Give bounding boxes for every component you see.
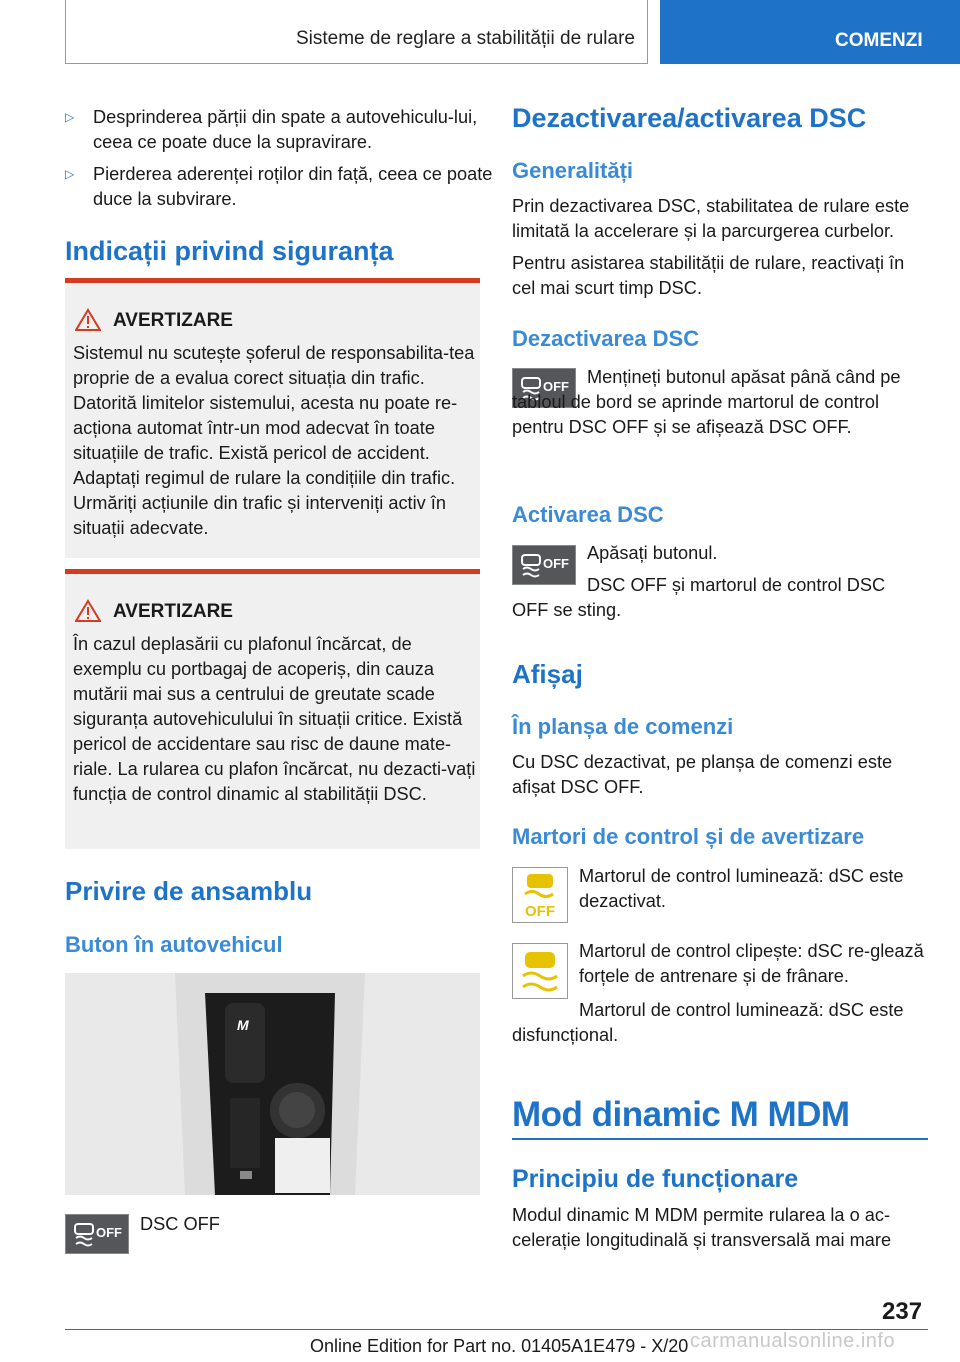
- lamp2-malfunction-text: Martorul de control luminează: dSC este disfuncțional.: [512, 1000, 904, 1045]
- deactivate-heading: Dezactivarea DSC: [512, 326, 700, 351]
- deactivate-text: Mențineți butonul apăsat până când pe tabloul de bord se aprinde martorul de control pentru DSC OFF și se afișează DSC OFF.: [512, 367, 901, 437]
- warning-text: Sistemul nu scutește șoferul de responsabilita-tea proprie de a evalua corect situația din trafic. Datorită limitelor sistemului, acesta nu poate re-acționa automat într-un mod adecvat în toate situațiile de trafic. Există pericol de accident. Adaptați regimul de rulare la condițiile din trafic. Urmăriți acțiunile din trafic și interveniți activ în situații adecvate.: [73, 343, 475, 538]
- lamp1-text: Martorul de control luminează: dSC este dezactivat.: [579, 866, 904, 911]
- header-bar: [65, 0, 648, 64]
- general-paragraph-2: Pentru asistarea stabilității de rulare, reactivați în cel mai scurt timp DSC.: [512, 253, 905, 298]
- page-number: 237: [882, 1298, 923, 1325]
- instrument-heading: În planșa de comenzi: [512, 714, 734, 739]
- principle-heading: Principiu de funcționare: [512, 1165, 799, 1193]
- warning-box: [65, 569, 480, 849]
- general-paragraph-1: Prin dezactivarea DSC, stabilitatea de rulare este limitată la accelerare și la parcurgerea curbelor.: [512, 196, 910, 241]
- warning-text: În cazul deplasării cu plafonul încărcat, de exemplu cu portbagaj de acoperiș, din cauza mutării mai sus a centrului de greutate scade siguranța autovehiculului în situații critice. Există pericol de accidentare sau risc de daune mate-riale. La rularea cu plafon încărcat, nu dezacti-vați funcția de control dinamic al stabilității DSC.: [73, 634, 476, 804]
- triangle-bullet-icon: ▷: [65, 110, 75, 124]
- activate-step: Apăsați butonul.: [587, 543, 718, 563]
- center-console-photo: [65, 973, 480, 1195]
- mdm-heading: Mod dinamic M MDM: [512, 1095, 850, 1134]
- console-illustration: [65, 973, 480, 1195]
- warning-icon: [75, 599, 101, 623]
- warning-title: AVERTIZARE: [113, 310, 233, 331]
- dsc-indicator-icon: [512, 943, 568, 999]
- dsc-main-heading: Dezactivarea/activarea DSC: [512, 103, 867, 133]
- svg-text:OFF: OFF: [525, 903, 555, 920]
- chapter-title: Sisteme de reglare a stabilității de rulare: [295, 28, 635, 49]
- overview-heading: Privire de ansamblu: [65, 876, 313, 906]
- dsc-off-button-icon: OFF: [65, 1214, 129, 1254]
- instrument-text: Cu DSC dezactivat, pe planșa de comenzi este afișat DSC OFF.: [512, 752, 893, 797]
- dsc-off-caption: DSC OFF: [140, 1214, 220, 1234]
- m-logo: M: [237, 1017, 249, 1033]
- dsc-off-indicator-icon: [512, 867, 568, 923]
- section-tab[interactable]: [660, 0, 960, 64]
- dsc-off-button-icon: OFF: [512, 545, 576, 585]
- divider: [512, 1138, 928, 1140]
- dsc-off-button-icon: OFF: [512, 368, 576, 408]
- warning-title: AVERTIZARE: [113, 601, 233, 622]
- general-heading: Generalități: [512, 158, 634, 183]
- warning-icon: [75, 308, 101, 332]
- lamp2-text: Martorul de control clipește: dSC re-glează forțele de antrenare și de frânare.: [579, 941, 924, 986]
- lamps-heading: Martori de control și de avertizare: [512, 824, 865, 849]
- watermark: carmanualsonline.info: [690, 1330, 896, 1352]
- edition-text: Online Edition for Part no. 01405A1E479 - X/20: [310, 1336, 689, 1356]
- triangle-bullet-icon: ▷: [65, 167, 75, 181]
- button-heading: Buton în autovehicul: [65, 932, 283, 957]
- display-heading: Afișaj: [512, 659, 583, 689]
- safety-heading: Indicații privind siguranța: [65, 236, 394, 266]
- skid-car-icon: [72, 1222, 96, 1248]
- principle-text: Modul dinamic M MDM permite rularea la o ac-celerație longitudinală și transversală mai mare: [512, 1205, 892, 1250]
- activate-result: DSC OFF și martorul de control DSC OFF se sting.: [512, 575, 886, 620]
- activate-heading: Activarea DSC: [512, 502, 664, 527]
- warning-box: [65, 278, 480, 558]
- section-label: COMENZI: [835, 30, 923, 51]
